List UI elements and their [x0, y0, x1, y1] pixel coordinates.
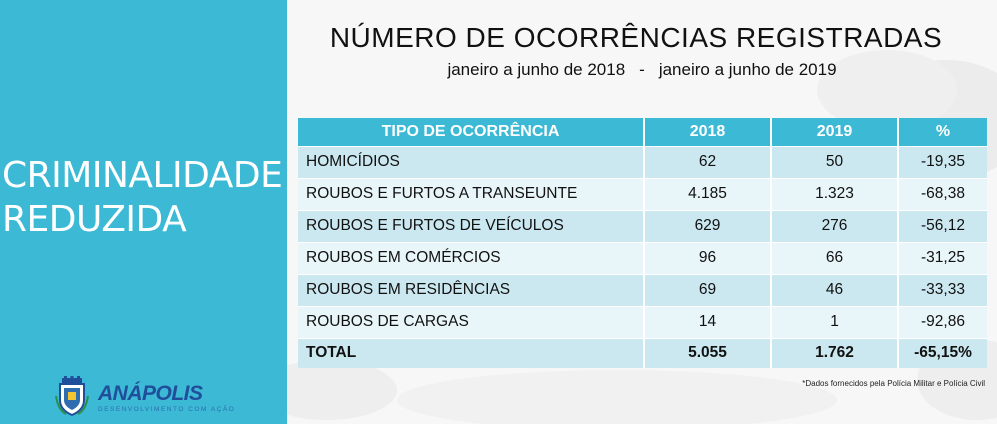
table-header-row — [298, 118, 987, 146]
period-2018: janeiro a junho de 2018 — [447, 60, 626, 79]
column-header-percent: % — [898, 118, 987, 146]
brand-name: ANÁPOLIS — [98, 382, 203, 405]
cell-type: ROUBOS EM RESIDÊNCIAS — [298, 274, 644, 306]
occurrences-table — [298, 118, 987, 368]
cell-total-2019: 1.762 — [771, 338, 898, 368]
cell-percent: -33,33 — [898, 274, 987, 306]
table-total-row — [298, 338, 987, 368]
cell-2018: 14 — [644, 306, 771, 338]
source-footnote: *Dados fornecidos pela Polícia Militar e Polícia Civil — [802, 379, 985, 388]
cell-2019: 1 — [771, 306, 898, 338]
cell-type: ROUBOS E FURTOS DE VEÍCULOS — [298, 210, 644, 242]
section-title-line2: REDUZIDA — [2, 199, 187, 240]
cell-2018: 96 — [644, 242, 771, 274]
brand-tagline: DESENVOLVIMENTO COM AÇÃO — [98, 406, 236, 413]
cell-total-label: TOTAL — [298, 338, 644, 368]
section-title-line1: CRIMINALIDADE — [2, 155, 283, 196]
period-separator: - — [639, 60, 645, 79]
cell-type: ROUBOS E FURTOS A TRANSEUNTE — [298, 178, 644, 210]
column-header-2019: 2019 — [771, 118, 898, 146]
cell-2018: 629 — [644, 210, 771, 242]
cell-2019: 46 — [771, 274, 898, 306]
cell-percent: -19,35 — [898, 146, 987, 178]
page-title-text: NÚMERO DE OCORRÊNCIAS REGISTRADAS — [329, 22, 943, 53]
cell-2019: 276 — [771, 210, 898, 242]
cell-2018: 69 — [644, 274, 771, 306]
cell-percent: -92,86 — [898, 306, 987, 338]
city-crest-icon — [54, 376, 90, 418]
period-2019: janeiro a junho de 2019 — [658, 60, 837, 79]
cell-2018: 4.185 — [644, 178, 771, 210]
cell-percent: -68,38 — [898, 178, 987, 210]
table-row — [298, 210, 987, 242]
column-header-type: TIPO DE OCORRÊNCIA — [298, 118, 644, 146]
cell-2019: 66 — [771, 242, 898, 274]
column-header-2018: 2018 — [644, 118, 771, 146]
table-row — [298, 242, 987, 274]
cell-2018: 62 — [644, 146, 771, 178]
table-row — [298, 178, 987, 210]
table-row — [298, 306, 987, 338]
section-title — [2, 154, 282, 242]
cell-total-percent: -65,15% — [898, 338, 987, 368]
city-logo — [54, 376, 264, 418]
cell-type: HOMICÍDIOS — [298, 146, 644, 178]
cell-percent: -56,12 — [898, 210, 987, 242]
table-row — [298, 274, 987, 306]
cell-total-2018: 5.055 — [644, 338, 771, 368]
cell-type: ROUBOS EM COMÉRCIOS — [298, 242, 644, 274]
cell-2019: 1.323 — [771, 178, 898, 210]
page-title — [287, 22, 997, 54]
cell-2019: 50 — [771, 146, 898, 178]
left-panel — [0, 0, 287, 424]
table-row — [298, 146, 987, 178]
cell-percent: -31,25 — [898, 242, 987, 274]
page-subtitle — [287, 60, 997, 80]
cell-type: ROUBOS DE CARGAS — [298, 306, 644, 338]
